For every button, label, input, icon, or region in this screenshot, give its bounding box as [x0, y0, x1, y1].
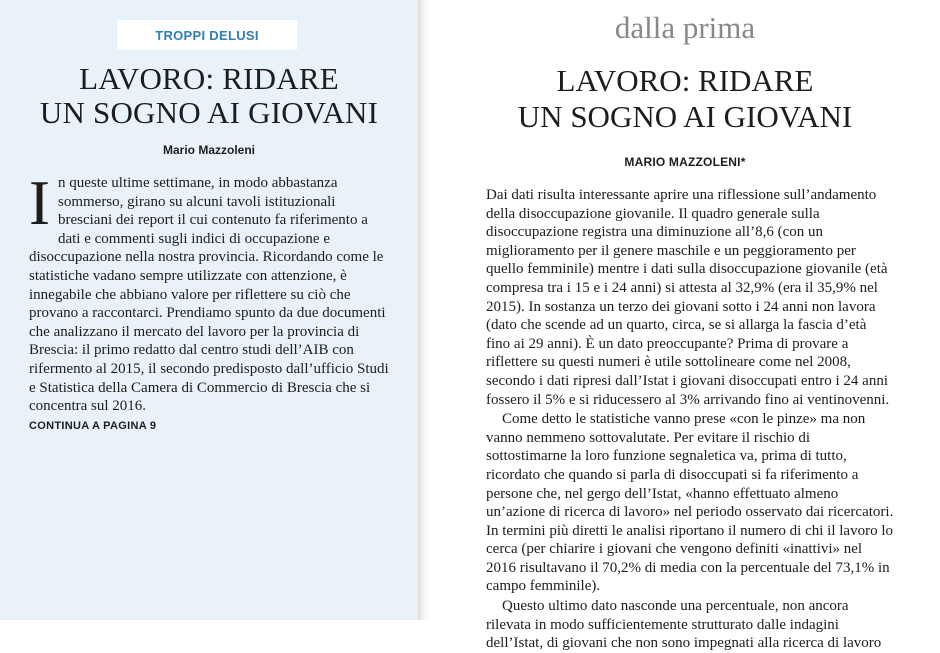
front-page-teaser	[0, 0, 418, 620]
continue-link[interactable]: CONTINUA A PAGINA 9	[29, 420, 157, 432]
article-paragraph: Questo ultimo dato nasconde una percentuale, non ancora rilevata in modo sufficientemente strutturato dalle indagini dell’Istat, di giovani che non sono impegnati alla ricerca di lavoro	[486, 598, 882, 652]
article-paragraph: Dai dati risulta interessante aprire una riflessione sull’andamento della disoccupazione giovanile. Il quadro generale sulla disoccupazione registra una diminuzione all’8,6 (con un miglioramento per il genere maschile e un peggioramento per quello femminile) mentre i dati sulla disoccupazione giovanile (età compresa tra i 15 e i 24 anni) si attesta al 32,9% (era il 35,9% nel 2015). In sostanza un terzo dei giovani sotto i 24 anni non lavora (dato che scende ad un quarto, circa, se si allarga la fascia d’età fino ai 29 anni). È un dato preoccupante? Prima di provare a riflettere su questi numeri è utile sottolineare come nel 2008, secondo i dati ripresi dall’Istat i giovani disoccupati entro i 24 anni fossero il 5% e si riducessero al 3% arrivando fino ai ventinovenni.	[486, 187, 890, 408]
article-headline-line2: UN SOGNO AI GIOVANI	[517, 99, 853, 134]
article-headline-line1: LAVORO: RIDARE	[556, 63, 814, 98]
article-paragraph: Come detto le statistiche vanno prese «con le pinze» ma non vanno nemmeno sottovalutate. Per evitare il rischio di sottostimarne la loro funzione segnaletica va, prima di tutto, ricordato che quando si parla di disoccupati si fa riferimento a persone che, nel gergo dell’Istat, «hanno effettuato almeno un’azione di ricerca di lavoro» nel periodo osservato dai ricercatori. In termini più diretti le analisi riportano il numero di chi il lavoro lo cerca (per chiarire i giovani che vengono definiti «inattivi» nel 2016 risultavano il 70,2% di media con la percentuale del 73,1% in campo femminile).	[486, 411, 894, 595]
article-headline	[430, 63, 940, 135]
teaser-body-text: n queste ultime settimane, in modo abbastanza sommerso, girano su alcuni tavoli istituzionali bresciani dei report il cui contenuto fa riferimento a dati e commenti sugli indici di occupazione e disoccupazione nella nostra provincia. Ricordando come le statistiche vadano sempre utilizzate con attenzione, è innegabile che abbiano valore per riflettere su ciò che provano a raccontarci. Prendiamo spunto da due documenti che analizzano il mercato del lavoro per la provincia di Brescia: il primo redatto dal centro studi dell’AIB con rifermento al 2015, il secondo predisposto dall’ufficio Studi e Statistica della Camera di Commercio di Brescia che si concentra sul 2016.	[29, 175, 389, 415]
teaser-author: Mario Mazzoleni	[162, 143, 255, 157]
drop-cap: I	[29, 168, 50, 238]
teaser-headline-line1: LAVORO: RIDARE	[79, 61, 339, 96]
article-body	[486, 186, 894, 653]
teaser-headline-line2: UN SOGNO AI GIOVANI	[39, 95, 379, 130]
article-continuation	[430, 0, 930, 652]
kicker: dalla prima	[614, 10, 756, 45]
teaser-body	[29, 168, 391, 416]
teaser-headline	[0, 62, 418, 130]
section-tag: TROPPI DELUSI	[117, 20, 297, 50]
page-gutter	[418, 0, 430, 620]
article-author: MARIO MAZZOLENI*	[624, 155, 746, 169]
